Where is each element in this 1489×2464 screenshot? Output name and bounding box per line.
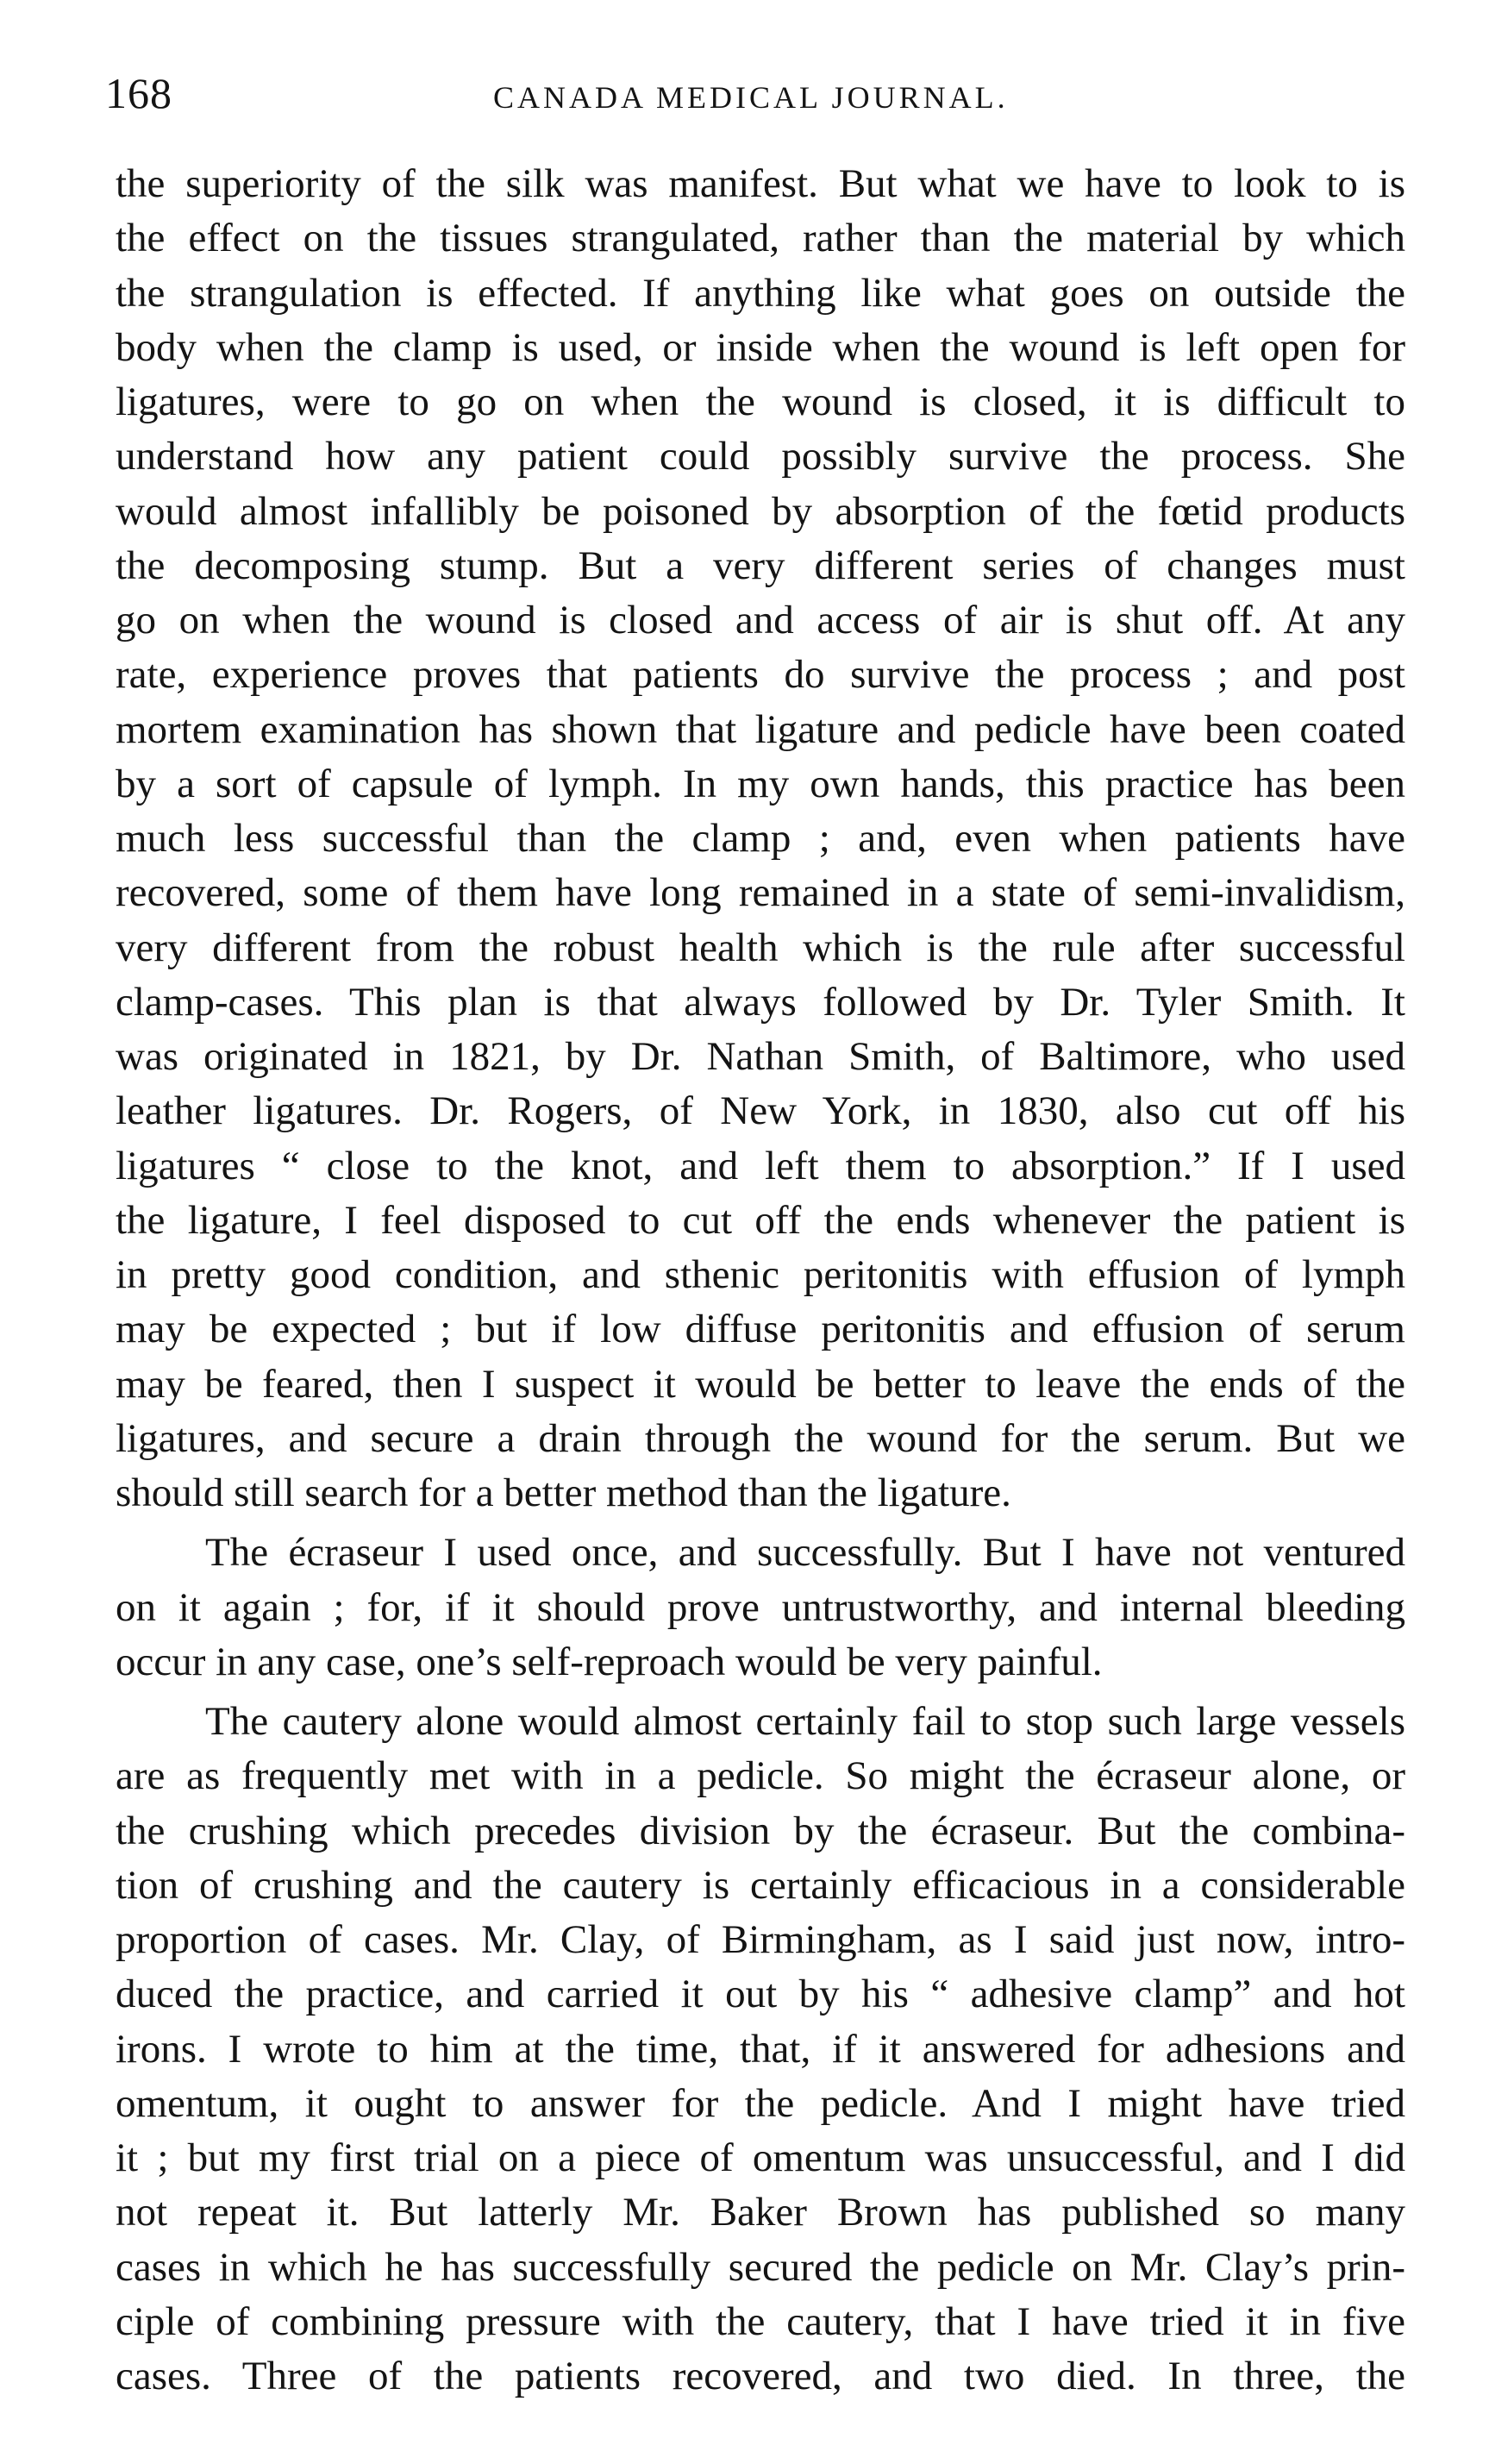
text-line: by a sort of capsule of lymph. In my own hands, this practice has been (116, 761, 1405, 806)
text-line: irons. I wrote to him at the time, that, if it answered for adhesions and (116, 2026, 1405, 2072)
text-line: recovered, some of them have long remained in a state of semi-invalidism, (116, 870, 1405, 916)
text-line: it ; but my first trial on a piece of omentum was unsuccessful, and I did (116, 2135, 1405, 2180)
text-line: would almost infallibly be poisoned by absorption of the fœtid products (116, 488, 1405, 534)
text-line: ligatures “ close to the knot, and left them to absorption.” If I used (116, 1143, 1405, 1188)
text-line: not repeat it. But latterly Mr. Baker Brown has published so many (116, 2190, 1405, 2235)
text-line: very different from the robust health which is the rule after successful (116, 925, 1405, 970)
text-line: mortem examination has shown that ligature and pedicle have been coated (116, 706, 1405, 752)
text-line: body when the clamp is used, or inside when the wound is left open for (116, 324, 1405, 370)
text-line: the crushing which precedes division by the écraseur. But the combina- (116, 1808, 1405, 1853)
text-line: occur in any case, one’s self-reproach would be very painful. (116, 1639, 1103, 1684)
running-head (103, 67, 1405, 128)
text-line: clamp-cases. This plan is that always followed by Dr. Tyler Smith. It (116, 979, 1405, 1025)
text-line: ligatures, were to go on when the wound is closed, it is difficult to (116, 379, 1405, 424)
text-line: proportion of cases. Mr. Clay, of Birmingham, as I said just now, intro- (116, 1917, 1405, 1962)
text-line: much less successful than the clamp ; and, even when patients have (116, 816, 1405, 861)
text-line: duced the practice, and carried it out by his “ adhesive clamp” and hot (116, 1972, 1405, 2017)
text-line: tion of crushing and the cautery is certainly efficacious in a considerable (116, 1862, 1405, 1908)
text-line: cases in which he has successfully secured the pedicle on Mr. Clay’s prin- (116, 2244, 1405, 2290)
text-line: omentum, it ought to answer for the pedicle. And I might have tried (116, 2080, 1405, 2126)
text-line: the effect on the tissues strangulated, rather than the material by which (116, 216, 1405, 261)
text-line: the superiority of the silk was manifest. But what we have to look to is (116, 161, 1405, 206)
text-line: may be expected ; but if low diffuse peritonitis and effusion of serum (116, 1307, 1405, 1352)
text-line: go on when the wound is closed and access of air is shut off. At any (116, 598, 1405, 643)
text-line: on it again ; for, if it should prove untrustworthy, and internal bleeding (116, 1584, 1405, 1630)
text-line: understand how any patient could possibly survive the process. She (116, 434, 1405, 480)
text-line: are as frequently met with in a pedicle. So might the écraseur alone, or (116, 1753, 1405, 1799)
text-line: The cautery alone would almost certainly fail to stop such large vessels (205, 1699, 1405, 1744)
text-line: the decomposing stump. But a very different series of changes must (116, 542, 1405, 588)
text-line: leather ligatures. Dr. Rogers, of New York, in 1830, also cut off his (116, 1088, 1405, 1134)
text-line: was originated in 1821, by Dr. Nathan Smith, of Baltimore, who used (116, 1034, 1405, 1079)
text-line: the strangulation is effected. If anything like what goes on outside the (116, 270, 1405, 316)
text-line: The écraseur I used once, and successfully. But I have not ventured (205, 1530, 1405, 1576)
text-line: cases. Three of the patients recovered, and two died. In three, the (116, 2354, 1405, 2398)
page-number: 168 (105, 69, 172, 117)
text-line: ciple of combining pressure with the cautery, that I have tried it in five (116, 2298, 1405, 2344)
body-text (116, 157, 1405, 2404)
text-line: should still search for a better method than the ligature. (116, 1470, 1011, 1515)
text-line: rate, experience proves that patients do survive the process ; and post (116, 652, 1405, 698)
text-line: in pretty good condition, and sthenic peritonitis with effusion of lymph (116, 1252, 1405, 1297)
journal-title: CANADA MEDICAL JOURNAL. (493, 80, 1009, 115)
text-line: ligatures, and secure a drain through the wound for the serum. But we (116, 1415, 1405, 1461)
text-line: the ligature, I feel disposed to cut off the ends whenever the patient is (116, 1197, 1405, 1243)
text-line: may be feared, then I suspect it would be better to leave the ends of the (116, 1361, 1405, 1407)
